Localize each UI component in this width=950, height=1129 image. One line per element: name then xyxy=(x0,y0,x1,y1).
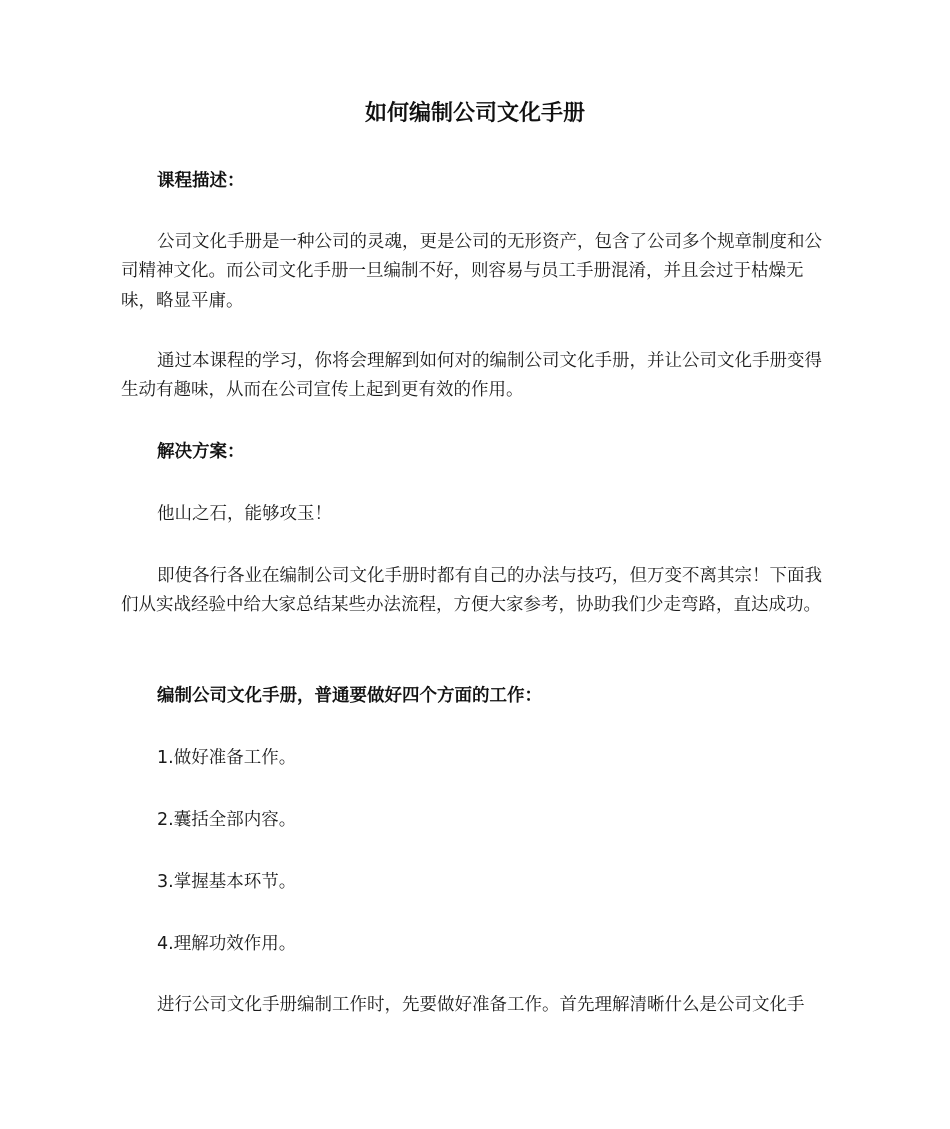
list-item-3: 3.掌握基本环节。 xyxy=(157,872,297,892)
course-description-heading: 课程描述： xyxy=(157,171,245,191)
four-aspects-heading: 编制公司文化手册，普通要做好四个方面的工作： xyxy=(157,686,542,706)
solution-paragraph-1: 他山之石，能够攻玉！ xyxy=(157,504,332,524)
course-paragraph-2: 通过本课程的学习，你将会理解到如何对的编制公司文化手册，并让公司文化手册变得生动有趣味，从而在公司宣传上起到更有效的作用。 xyxy=(121,351,822,401)
solution-paragraph-2: 即使各行各业在编制公司文化手册时都有自己的办法与技巧，但万变不离其宗！下面我们从实战经验中给大家总结某些办法流程，方便大家参考，协助我们少走弯路，直达成功。 xyxy=(121,566,822,616)
course-paragraph-1: 公司文化手册是一种公司的灵魂，更是公司的无形资产，包含了公司多个规章制度和公司精神文化。而公司文化手册一旦编制不好，则容易与员工手册混淆，并且会过于枯燥无味，略显平庸。 xyxy=(121,232,822,311)
closing-paragraph: 进行公司文化手册编制工作时，先要做好准备工作。首先理解清晰什么是公司文化手 xyxy=(157,995,805,1015)
solution-heading: 解决方案： xyxy=(157,442,245,462)
list-item-4: 4.理解功效作用。 xyxy=(157,934,297,954)
document-title: 如何编制公司文化手册 xyxy=(364,101,585,126)
list-item-2: 2.囊括全部内容。 xyxy=(157,810,297,830)
list-item-1: 1.做好准备工作。 xyxy=(157,748,297,768)
